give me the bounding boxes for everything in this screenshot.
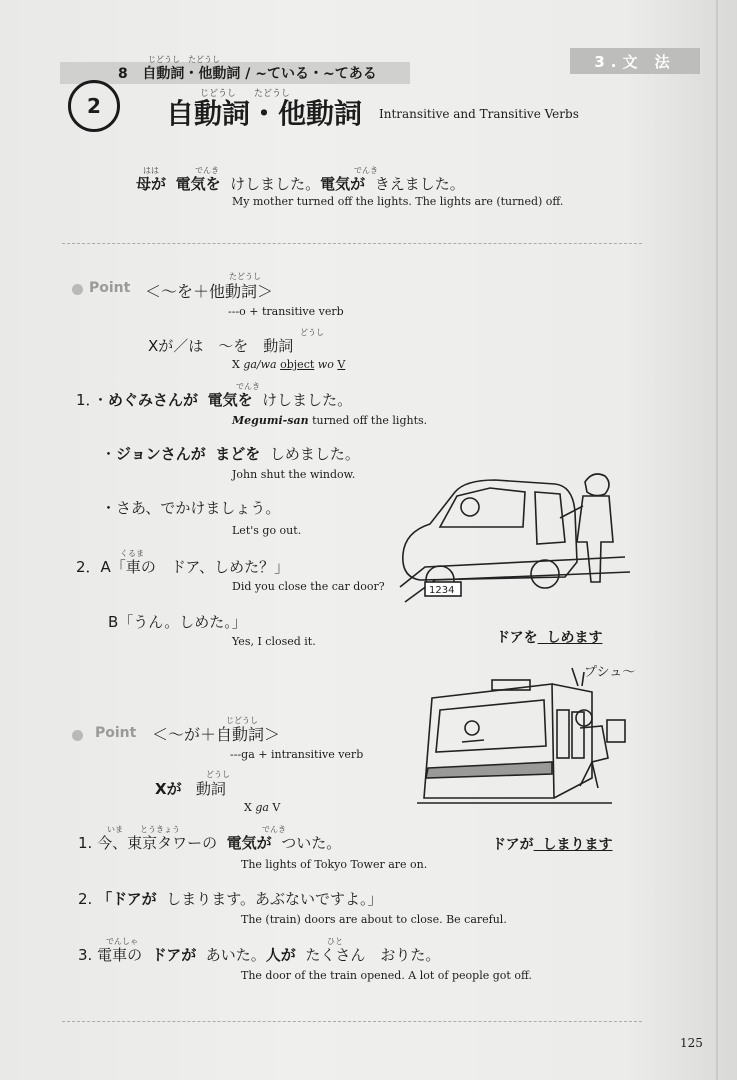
- train-window: [436, 700, 546, 752]
- furigana: じどうし: [226, 716, 258, 725]
- runner-bag: [607, 720, 625, 742]
- example-1b-jp: ・ジョンさんが まどを しめました。: [101, 445, 360, 463]
- example-2b-jp: 2. 「ドアが しまります。あぶないですよ。」: [78, 890, 383, 908]
- point1-pattern-jp: Xが／は ～を 動詞: [148, 337, 294, 355]
- page-edge: [716, 0, 718, 1080]
- train-door-left: [557, 710, 569, 758]
- example-1b-en: John shut the window.: [232, 468, 356, 481]
- point1-gloss: ---o + transitive verb: [228, 305, 344, 318]
- point-label: Point: [89, 280, 131, 296]
- train-door-right: [572, 712, 584, 758]
- example-2a-en: The lights of Tokyo Tower are on.: [241, 858, 428, 871]
- intro-sentence-en: My mother turned off the lights. The lights are (turned) off.: [232, 195, 564, 208]
- point2-pattern-en: X ga V: [244, 801, 281, 814]
- chapter-number: 2: [68, 80, 120, 132]
- furigana: でんき: [195, 166, 219, 175]
- car-caption: ドアを しめます: [496, 630, 603, 646]
- furigana: でんき: [236, 382, 260, 391]
- point1-pattern-en: X ga/wa object wo V: [232, 358, 346, 371]
- furigana: でんき: [354, 166, 378, 175]
- example-2c-jp: 3. 電車の ドアが あいた。人が たくさん おりた。: [78, 946, 441, 964]
- furigana: でんき: [262, 825, 286, 834]
- header-subtitle: [118, 63, 377, 83]
- furigana: どうし: [206, 770, 230, 779]
- intro-sentence-jp: 母が 電気を けしました。電気が きえました。: [136, 175, 465, 193]
- example-1c-en: Let's go out.: [232, 524, 302, 537]
- chapter-title-en: Intransitive and Transitive Verbs: [379, 107, 579, 121]
- boy-head: [585, 474, 609, 496]
- example-2c-en: The door of the train opened. A lot of people got off.: [241, 969, 532, 982]
- train-caption: ドアが しまります: [492, 837, 613, 853]
- example-1c-jp: ・さあ、でかけましょう。: [101, 499, 281, 517]
- furigana: ひと: [327, 937, 343, 946]
- point2-gloss: ---ga + intransitive verb: [230, 748, 364, 761]
- dialog-a-en: Did you close the car door?: [232, 580, 385, 593]
- dialog-b-jp: B「うん。しめた。」: [108, 613, 247, 631]
- boy-body: [577, 496, 613, 582]
- example-2b-en: The (train) doors are about to close. Be careful.: [241, 913, 507, 926]
- section-tag: 3.文 法: [570, 48, 700, 74]
- header-sub-title: 自動詞・他動詞 / ~ている・~てある: [142, 66, 377, 82]
- license-plate-number: 1234: [429, 585, 455, 596]
- point-bullet: [72, 284, 83, 295]
- boy-arm: [560, 506, 583, 518]
- example-1a-en: Megumi-san turned off the lights.: [232, 414, 428, 427]
- header-furigana: じどうし たどうし: [148, 55, 220, 64]
- point-label: Point: [95, 725, 137, 741]
- page-number: 125: [680, 1036, 703, 1050]
- furigana: でんしゃ: [106, 937, 138, 946]
- point2-pattern-jp: Xが 動詞: [155, 780, 226, 798]
- example-2a-jp: 1. 今、東京タワーの 電気が ついた。: [78, 834, 342, 852]
- dialog-b-en: Yes, I closed it.: [232, 635, 316, 648]
- point-bullet: [72, 730, 83, 741]
- dialog-a-jp: 2．A「車の ドア、しめた？」: [76, 558, 290, 576]
- conductor-head: [465, 721, 479, 735]
- chapter-title-furigana: じどうし たどうし: [200, 89, 291, 99]
- furigana: どうし: [300, 328, 324, 337]
- furigana: たどうし: [229, 272, 261, 281]
- car-body: [403, 480, 577, 580]
- furigana: はは: [143, 166, 159, 175]
- point2-heading: ＜～が＋自動詞＞: [152, 725, 281, 744]
- furigana: とうきょう: [140, 825, 180, 834]
- example-1a-jp: 1．・めぐみさんが 電気を けしました。: [76, 391, 353, 409]
- dashed-divider: [62, 243, 642, 244]
- header-sub-number: 8: [118, 66, 128, 82]
- furigana: いま: [107, 825, 123, 834]
- point1-heading: ＜～を＋他動詞＞: [145, 282, 274, 301]
- chapter-title-jp: 自動詞・他動詞: [166, 97, 363, 130]
- car-illustration: [395, 462, 635, 607]
- car-wheel-rear: [531, 560, 559, 588]
- driver-head: [461, 498, 479, 516]
- motion-lines: [572, 668, 584, 686]
- furigana: くるま: [120, 549, 144, 558]
- sound-effect: プシュ～: [584, 665, 636, 680]
- train-illustration: [412, 658, 637, 808]
- dashed-divider: [62, 1021, 642, 1022]
- train-stripe: [426, 762, 552, 778]
- conductor-body: [462, 740, 484, 742]
